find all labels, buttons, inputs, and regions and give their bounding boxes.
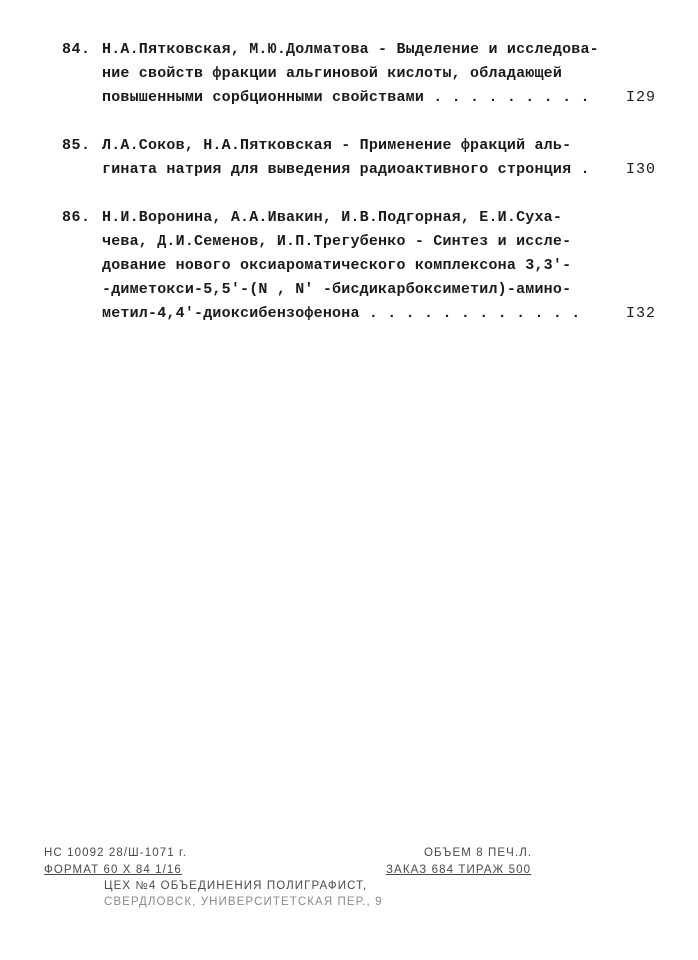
entry-line: чева, Д.И.Семенов, И.П.Трегубенко - Синтез и иссле- bbox=[102, 233, 572, 250]
entry-line: Н.И.Воронина, А.А.Ивакин, И.В.Подгорная, Е.И.Суха- bbox=[102, 209, 563, 226]
entry-line-text: гината натрия для выведения радиоактивного стронция . bbox=[102, 161, 590, 178]
imprint-printer: ЦЕХ №4 ОБЪЕДИНЕНИЯ ПОЛИГРАФИСТ, bbox=[104, 880, 368, 892]
entry-number: 85. bbox=[62, 137, 91, 154]
entry-line-last bbox=[102, 86, 662, 110]
entry-line-last bbox=[102, 302, 662, 326]
entry-line-last bbox=[102, 158, 662, 182]
entry-line: дование нового оксиароматического комплексона 3,3'- bbox=[102, 257, 572, 274]
page-number: I29 bbox=[625, 89, 656, 106]
entry-line: Л.А.Соков, Н.А.Пятковская - Применение фракций аль- bbox=[102, 137, 572, 154]
entry-number: 84. bbox=[62, 41, 91, 58]
page-number: I32 bbox=[625, 305, 656, 322]
imprint-format: ФОРМАТ 60 Х 84 1/16 bbox=[44, 864, 182, 876]
imprint-order: ЗАКАЗ 684 ТИРАЖ 500 bbox=[386, 864, 532, 876]
imprint-address: СВЕРДЛОВСК, УНИВЕРСИТЕТСКАЯ ПЕР., 9 bbox=[104, 896, 383, 908]
entry-line: -диметокси-5,5'-(N , N' -бисдикарбоксиметил)-амино- bbox=[102, 281, 572, 298]
page-number: I30 bbox=[625, 161, 656, 178]
entry-line-text: метил-4,4'-диоксибензофенона . . . . . . . . . . . . bbox=[102, 305, 581, 322]
entry-line-text: повышенными сорбционными свойствами . . . . . . . . . bbox=[102, 89, 590, 106]
entry-line: ние свойств фракции альгиновой кислоты, обладающей bbox=[102, 65, 563, 82]
entry-number: 86. bbox=[62, 209, 91, 226]
imprint-volume: ОБЪЕМ 8 ПЕЧ.Л. bbox=[424, 847, 533, 859]
imprint-permit: НС 10092 28/Ш-1071 г. bbox=[44, 847, 188, 859]
entry-line: Н.А.Пятковская, М.Ю.Долматова - Выделение и исследова- bbox=[102, 41, 599, 58]
